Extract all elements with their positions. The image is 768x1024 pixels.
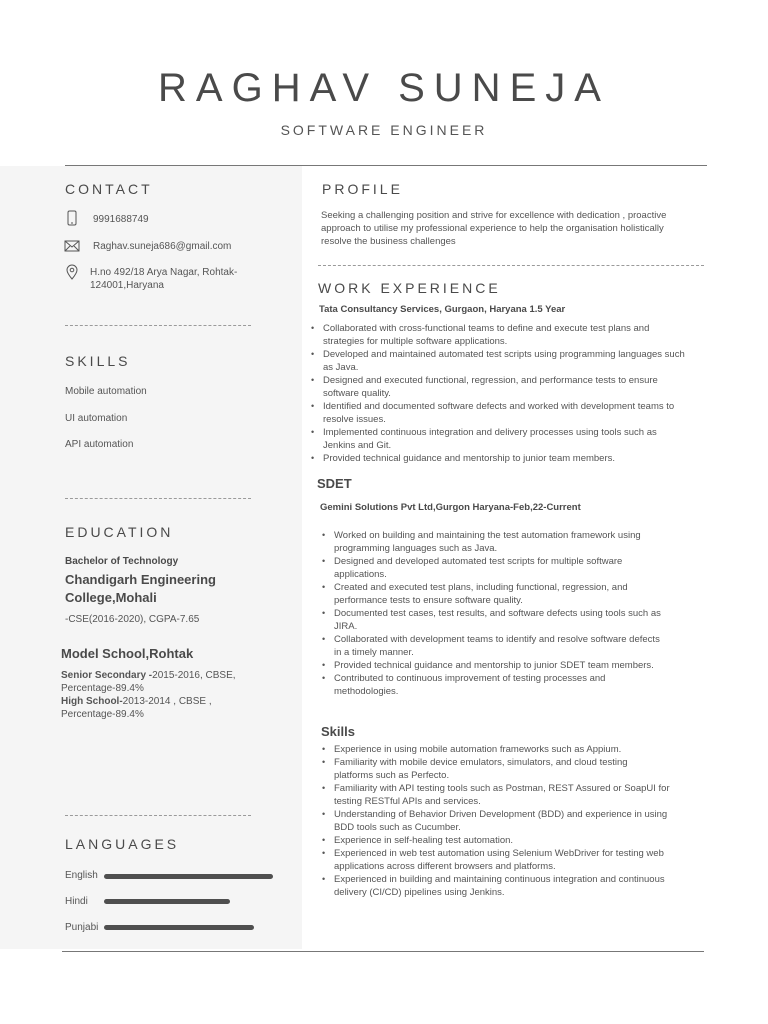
skill-item: API automation (65, 439, 134, 450)
bullet-line: • Provided technical guidance and mentorship to junior team members. (323, 453, 616, 464)
bullet-line: • Implemented continuous integration and delivery processes using tools such as (323, 427, 657, 438)
skills-sidebar-heading: SKILLS (65, 353, 131, 369)
bullet-line: • Understanding of Behavior Driven Development (BDD) and experience in using (334, 809, 668, 820)
bullet-line: platforms such as Perfecto. (334, 770, 450, 781)
language-level-bar (104, 874, 273, 879)
job-bullets-gemini (321, 529, 734, 698)
bullet-line: testing RESTful APIs and services. (334, 796, 481, 807)
bullet-item (334, 782, 734, 808)
bullet-item (323, 400, 743, 426)
college-detail: -CSE(2016-2020), CGPA-7.65 (65, 614, 200, 625)
bullet-item (334, 847, 734, 873)
language-level-bar (104, 899, 230, 904)
bullet-item (334, 873, 734, 899)
profile-line: Seeking a challenging position and strive for excellence with dedication , proactive (321, 210, 667, 221)
job-title-tcs: Tata Consultancy Services, Gurgaon, Haryana 1.5 Year (319, 304, 566, 315)
bullet-item (323, 452, 743, 465)
footer-divider (62, 951, 704, 952)
bullet-item (334, 633, 734, 659)
bullet-line: • Experienced in building and maintaining continuous integration and continuous (334, 874, 665, 885)
bullet-line: • Collaborated with development teams to identify and resolve software defects (334, 634, 660, 645)
contact-address (90, 266, 237, 292)
contact-phone[interactable]: 9991688749 (93, 214, 149, 225)
address-line-1: H.no 492/18 Arya Nagar, Rohtak- (90, 267, 238, 278)
school-name: Model School,Rohtak (61, 646, 194, 661)
contact-divider (65, 325, 251, 326)
bullet-line: • Experience in using mobile automation frameworks such as Appium. (334, 744, 622, 755)
high-label: High School- (61, 696, 123, 707)
college-name (65, 571, 216, 607)
job-bullets-tcs (310, 322, 743, 465)
high-percentage: Percentage-89.4% (61, 709, 144, 720)
skills-divider (65, 498, 251, 499)
header-divider (65, 165, 707, 166)
candidate-role: SOFTWARE ENGINEER (280, 122, 488, 138)
college-line-2: College,Mohali (65, 590, 157, 605)
bullet-line: resolve issues. (323, 414, 386, 425)
senior-percentage: Percentage-89.4% (61, 683, 144, 694)
profile-heading: PROFILE (322, 181, 403, 197)
bullet-item (334, 834, 734, 847)
bullet-item (323, 426, 743, 452)
bullet-line: • Created and executed test plans, including functional, regression, and (334, 582, 628, 593)
bullet-line: software quality. (323, 388, 391, 399)
bullet-line: applications across different browsers and platforms. (334, 861, 556, 872)
bullet-line: • Designed and executed functional, regression, and performance tests to ensure (323, 375, 658, 386)
bullet-item (334, 743, 734, 756)
bullet-line: • Provided technical guidance and mentorship to junior SDET team members. (334, 660, 654, 671)
bullet-item (334, 672, 734, 698)
language-level-bar (104, 925, 254, 930)
bullet-line: • Familiarity with mobile device emulators, simulators, and cloud testing (334, 757, 628, 768)
bullet-item (334, 555, 734, 581)
phone-icon (64, 210, 80, 226)
degree-title: Bachelor of Technology (65, 556, 179, 567)
profile-divider (318, 265, 704, 266)
contact-heading: CONTACT (65, 181, 153, 197)
school-details (61, 669, 291, 721)
bullet-line: performance tests to ensure software quality. (334, 595, 523, 606)
senior-label: Senior Secondary - (61, 670, 153, 681)
bullet-line: Jenkins and Git. (323, 440, 392, 451)
bullet-line: • Collaborated with cross-functional teams to define and execute test plans and (323, 323, 650, 334)
bullet-item (323, 322, 743, 348)
bullet-item (323, 374, 743, 400)
bullet-item (334, 756, 734, 782)
sdet-heading: SDET (317, 476, 352, 491)
language-name: Punjabi (65, 922, 99, 933)
bullet-line: • Contributed to continuous improvement of testing processes and (334, 673, 606, 684)
bullet-line: programming languages such as Java. (334, 543, 498, 554)
contact-email[interactable]: Raghav.suneja686@gmail.com (93, 241, 232, 252)
bullet-line: methodologies. (334, 686, 399, 697)
bullet-line: • Developed and maintained automated test scripts using programming languages such (323, 349, 685, 360)
bullet-item (334, 808, 734, 834)
bullet-line: • Designed and developed automated test scripts for multiple software (334, 556, 623, 567)
education-heading: EDUCATION (65, 524, 174, 540)
bullet-line: BDD tools such as Cucumber. (334, 822, 461, 833)
skills-main-heading: Skills (321, 724, 355, 739)
bullet-line: • Familiarity with API testing tools such as Postman, REST Assured or SoapUI for (334, 783, 670, 794)
bullet-line: • Identified and documented software defects and worked with development teams to (323, 401, 675, 412)
profile-text (321, 209, 666, 248)
language-name: Hindi (65, 896, 88, 907)
bullet-line: as Java. (323, 362, 359, 373)
bullet-line: • Documented test cases, test results, and software defects using tools such as (334, 608, 661, 619)
language-name: English (65, 870, 98, 881)
candidate-name: RAGHAV SUNEJA (158, 66, 610, 110)
bullet-item (334, 581, 734, 607)
work-experience-heading: WORK EXPERIENCE (318, 280, 501, 296)
bullet-line: • Worked on building and maintaining the test automation framework using (334, 530, 641, 541)
bullet-line: strategies for multiple software applications. (323, 336, 508, 347)
bullet-item (334, 529, 734, 555)
bullet-line: • Experience in self-healing test automation. (334, 835, 514, 846)
bullet-line: JIRA. (334, 621, 358, 632)
college-line-1: Chandigarh Engineering (65, 572, 216, 587)
job-title-gemini: Gemini Solutions Pvt Ltd,Gurgon Haryana-Feb,22-Current (320, 502, 581, 513)
bullet-item (323, 348, 743, 374)
bullet-item (334, 607, 734, 633)
skill-item: UI automation (65, 413, 128, 424)
email-icon (64, 238, 80, 254)
bullet-line: applications. (334, 569, 387, 580)
profile-line: approach to utilise my professional experience to help the organisation holistically (321, 223, 664, 234)
bullet-line: delivery (CI/CD) pipelines using Jenkins. (334, 887, 505, 898)
bullet-item (334, 659, 734, 672)
location-pin-icon (64, 264, 80, 280)
address-line-2: 124001,Haryana (90, 280, 164, 291)
skills-main-bullets (321, 743, 734, 899)
senior-text: 2015-2016, CBSE, (152, 670, 236, 681)
bullet-line: • Experienced in web test automation using Selenium WebDriver for testing web (334, 848, 664, 859)
skill-item: Mobile automation (65, 386, 147, 397)
high-text: 2013-2014 , CBSE , (122, 696, 212, 707)
bullet-line: in a timely manner. (334, 647, 414, 658)
languages-heading: LANGUAGES (65, 836, 180, 852)
education-divider (65, 815, 251, 816)
profile-line: resolve the business challenges (321, 236, 456, 247)
